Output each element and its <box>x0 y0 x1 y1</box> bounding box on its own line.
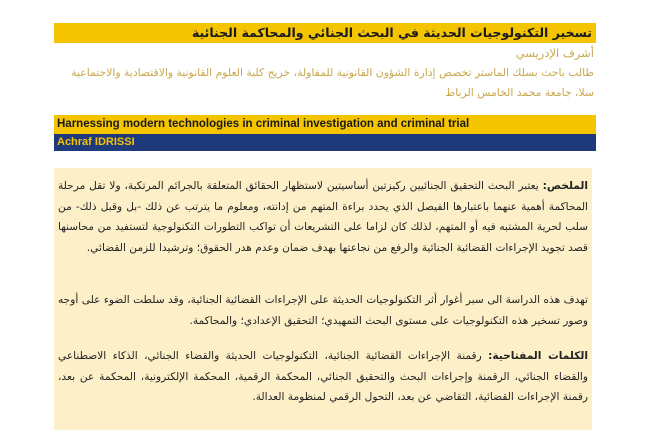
abstract-text: يعتبر البحث التحقيق الجنائيين ركيزتين أساسيتين لاستظهار الحقائق المتعلقة بالجرائم المرتكبة، ولا تقل مرحلة المحاكمة أهمية عنهما باعتبارها الفيصل الذي يحدد براءة المتهم من إدانته، ومعلوم ما يترتب عن ذلك -بل وقبل ذلك- من سلب لحرية المشتبه فيه أو المتهم، لذلك كان لزاما على التشريعات أن تواكب التطورات التكنولوجية لتستفيد من محاسنها قصد تجويد الإجراءات القضائية الجنائية والرفع من نجاعتها بهدف ضمان وعدم هدر الحقوق؛ وترشيدا للزمن القضائي. <box>58 180 588 254</box>
abstract-paragraph <box>58 176 588 258</box>
arabic-author-bio: طالب باحث بسلك الماستر تخصص إدارة الشؤون القانونية للمقاولة، خريج كلية العلوم القانونية والاقتصادية والاجتماعية سلا، جامعة محمد الخامس الرباط <box>71 66 594 99</box>
keywords-text: رقمنة الإجراءات القضائية الجنائية، التكنولوجيات الحديثة والقضاء الجنائي، الذكاء الاصطناعي والقضاء الجنائي، الرقمنة وإجراءات البحث والتحقيق الجنائي، المحكمة الرقمية، المحكمة الإلكترونية، المحكمة عن بعد، رقمنة الإجراءات القضائية، التقاضي عن بعد، التحول الرقمي لمنظومة العدالة. <box>58 350 588 403</box>
arabic-author: أشرف الإدريسي <box>515 46 594 60</box>
keywords-paragraph <box>58 346 588 408</box>
english-title: Harnessing modern technologies in criminal investigation and criminal trial <box>54 115 596 134</box>
abstract-label: الملخص: <box>542 180 588 192</box>
aim-paragraph: تهدف هذه الدراسة الى سبر أغوار أثر التكنولوجيات الحديثة على الإجراءات القضائية الجنائية، وقد سلطت الضوء على أوجه وصور تسخير هذه التكنولوجيات على مستوى البحث التمهيدي؛ التحقيق الإعدادي؛ والمحاكمة. <box>58 294 588 327</box>
english-author: Achraf IDRISSI <box>54 134 596 151</box>
arabic-title: تسخير التكنولوجيات الحديثة في البحث الجنائي والمحاكمة الجنائية <box>54 23 596 43</box>
keywords-label: الكلمات المفتاحية: <box>488 350 588 362</box>
